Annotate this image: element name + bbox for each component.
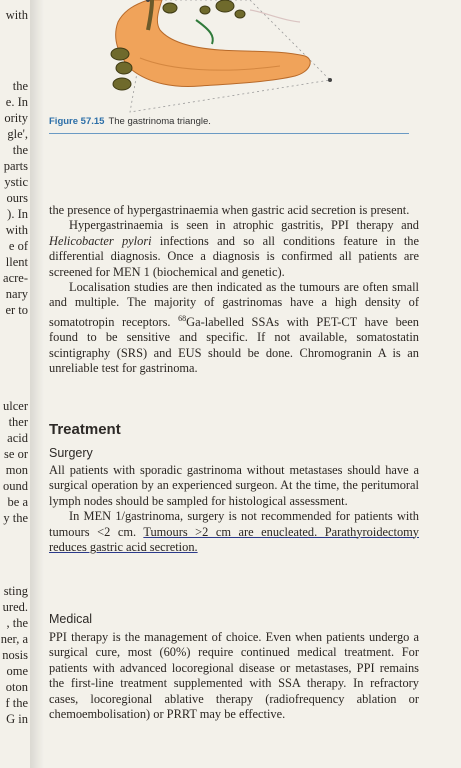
triangle-vertex <box>328 78 332 82</box>
vessel-faint <box>250 10 300 22</box>
facing-page-fragment: ulcer <box>3 399 28 413</box>
lymph-node-1 <box>111 48 129 60</box>
vessel-green <box>196 20 213 44</box>
facing-page-fragment: sting <box>3 584 28 598</box>
facing-page-fragment: se or <box>4 447 28 461</box>
medical-paragraph: PPI therapy is the management of choice. Even when patients undergo a surgical cure, most (60%) require continued medical treatment. For patients with advanced locoregional disease or metastases, PPI remains the first-line treatment supplemented with SSA therapy. In refractory cases, locoregional ablative therapy (radiofrequency ablation or chemoembolisation) or PRRT may be effective. <box>49 630 419 722</box>
page-gutter <box>30 0 44 768</box>
facing-page-fragment: ner, a <box>0 632 28 646</box>
facing-page-fragment: e. In <box>5 95 28 109</box>
intro-text <box>49 203 419 377</box>
facing-page-column <box>0 0 32 768</box>
facing-page-fragment: er to <box>5 303 28 317</box>
lymph-node-2 <box>116 62 132 74</box>
facing-page-fragment: parts <box>3 159 28 173</box>
facing-page-fragment: llent <box>5 255 28 269</box>
intro-paragraph-3: Localisation studies are then indicated as the tumours are often small and multiple. The majority of gastrinomas have a high density of somatotropin receptors. $^{68}$Ga-labelled SSAs with PET-CT have been found to be sensitive and specific. If not available, somatostatin scintigraphy (SRS) and EUS should be done. Chromogranin A is an unreliable test for gastrinoma. <box>49 280 420 376</box>
figure-number: Figure 57.15 <box>49 116 105 127</box>
surgery-paragraph-2 <box>49 509 419 555</box>
underlined-sentence: Tumours >2 cm are enucleated. Parathyroidectomy reduces gastric acid secretion. <box>49 524 419 555</box>
facing-page-fragment: acid <box>7 431 28 445</box>
lymph-node-5 <box>200 6 210 14</box>
facing-page-fragment: ther <box>8 415 28 429</box>
facing-page-fragment: gle', <box>7 127 28 141</box>
facing-page-fragment: nosis <box>2 648 28 662</box>
lymph-node-3 <box>113 78 131 90</box>
facing-page-fragment: y the <box>3 511 28 525</box>
surgery-subheading: Surgery <box>49 446 93 460</box>
lymph-node-4 <box>163 3 177 13</box>
lymph-node-6 <box>216 0 234 12</box>
facing-page-fragment: the <box>12 79 28 93</box>
caption-rule <box>49 133 409 134</box>
surgery-text <box>49 463 419 555</box>
facing-page-fragment: with <box>5 8 28 22</box>
facing-page-fragment: ured. <box>2 600 28 614</box>
surgery-paragraph-2-start: In MEN 1/gastrinoma, surgery is not recommended for patients with tumours <2 cm. <box>49 509 419 539</box>
facing-page-fragment: ours <box>6 191 28 205</box>
facing-page-fragment: ome <box>6 664 28 678</box>
figure-caption-text: The gastrinoma triangle. <box>108 116 211 127</box>
figure-caption <box>49 116 349 130</box>
gastrinoma-triangle-illustration <box>100 0 460 115</box>
facing-page-fragment: f the <box>5 696 28 710</box>
treatment-heading: Treatment <box>49 421 121 438</box>
facing-page-fragment: oton <box>5 680 28 694</box>
facing-page-fragment: mon <box>5 463 28 477</box>
facing-page-fragment: e of <box>8 239 28 253</box>
medical-subheading: Medical <box>49 612 93 626</box>
facing-page-fragment: , the <box>6 616 28 630</box>
facing-page-fragment: the <box>12 143 28 157</box>
facing-page-fragment: be a <box>7 495 28 509</box>
intro-paragraph-1: the presence of hypergastrinaemia when gastric acid secretion is present. <box>49 203 410 217</box>
facing-page-fragment: with <box>5 223 28 237</box>
facing-page-fragment: acre- <box>3 271 28 285</box>
facing-page-fragment: ystic <box>4 175 28 189</box>
facing-page-fragment: ). In <box>7 207 28 221</box>
facing-page-fragment: G in <box>6 712 28 726</box>
facing-page-fragment: ority <box>4 111 28 125</box>
medical-text <box>49 630 419 722</box>
surgery-paragraph-1: All patients with sporadic gastrinoma without metastases should have a surgical operation by an experienced surgeon. At the time, the peritumoral lymph nodes should be sampled for histological assessment. <box>49 463 419 508</box>
facing-page-fragment: ound <box>3 479 28 493</box>
lymph-node-7 <box>235 10 245 18</box>
facing-page-fragment: nary <box>5 287 28 301</box>
intro-paragraph-2: Hypergastrinaemia is seen in atrophic gastritis, PPI therapy and Helicobacter pylori infections and so all conditions feature in the differential diagnosis. Once a diagnosis is confirmed all patients are screened for MEN 1 (biochemical and genetic). <box>49 218 419 279</box>
